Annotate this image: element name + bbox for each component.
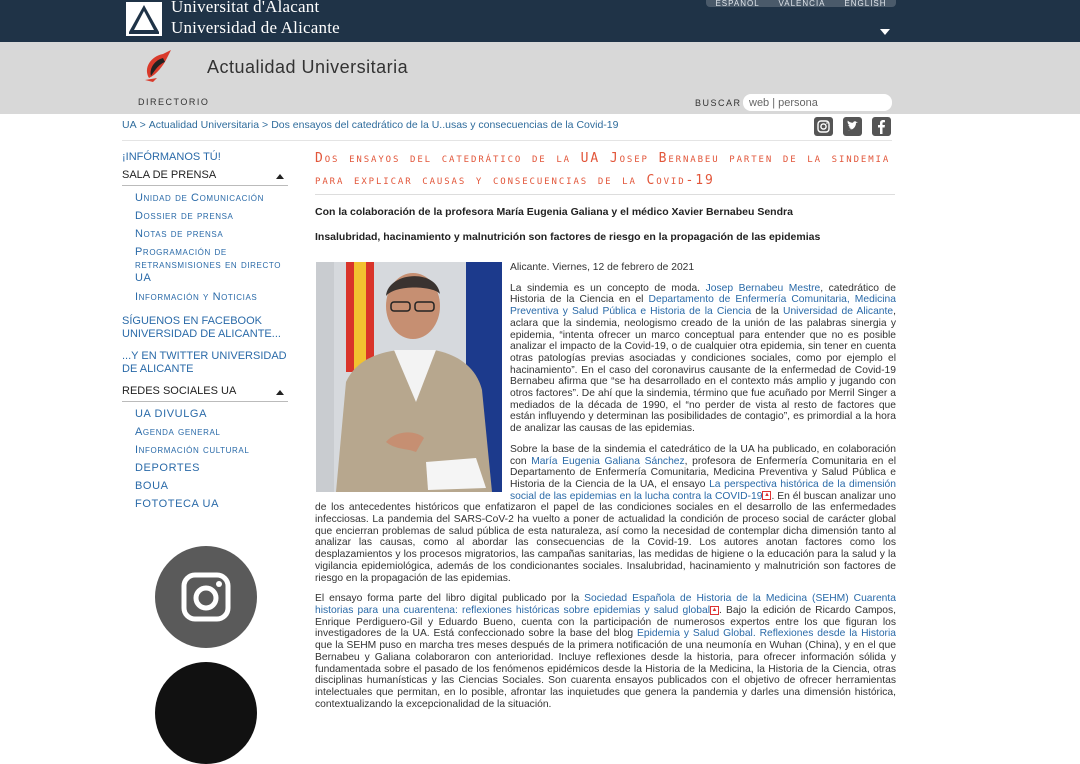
breadcrumb-actualidad[interactable]: Actualidad Universitaria [148, 119, 260, 131]
text-run: . Bajo la edición de Ricardo Campos, Enrique Perdiguero-Gil y Eduardo Bueno, cuenta con la participación de numerosos expertos entre los que figuran los investigadores de la UA. Está confeccionado sobre la base del blog [315, 604, 896, 640]
sidebar-facebook-link[interactable]: SÍGUENOS EN FACEBOOK UNIVERSIDAD DE ALICANTE... [122, 315, 281, 340]
sidebar-twitter-link[interactable]: ...Y EN TWITTER UNIVERSIDAD DE ALICANTE [122, 350, 287, 375]
pdf-icon[interactable]: ▲ [763, 492, 770, 499]
sidebar-item-informacion-cultural[interactable]: Información cultural [135, 444, 250, 456]
chevron-down-icon[interactable] [880, 29, 890, 35]
sidebar-item-unidad-comunicacion[interactable]: Unidad de Comunicación [135, 192, 264, 204]
sidebar-item-deportes[interactable]: DEPORTES [135, 462, 201, 474]
article-dateline: Alicante. Viernes, 12 de febrero de 2021 [510, 262, 695, 273]
breadcrumb-current: Dos ensayos del catedrático de la U..usas y consecuencias de la Covid-19 [271, 119, 619, 131]
article-header [315, 148, 895, 243]
text-run: Sobre la base de la sindemia el catedrático de la UA ha publicado, en colaboración con [510, 443, 896, 467]
link-universidad-alicante[interactable]: Universidad de Alicante [783, 306, 894, 318]
sidebar-item-boua[interactable]: BOUA [135, 480, 169, 492]
sidebar-item-notas-prensa[interactable]: Notas de prensa [135, 228, 224, 240]
text-run: de la [751, 306, 784, 318]
top-header-bar [0, 0, 1080, 42]
search-label: BUSCAR [695, 98, 742, 108]
sidebar-item-dossier-prensa[interactable]: Dossier de prensa [135, 210, 234, 222]
directorio-link[interactable]: DIRECTORIO [138, 97, 210, 107]
collapse-triangle-icon[interactable] [276, 390, 284, 395]
link-blog-epidemia[interactable]: Epidemia y Salud Global. Reflexiones desde la Historia [637, 628, 896, 640]
sidebar-item-agenda-general[interactable]: Agenda general [135, 426, 221, 438]
university-name-valencian[interactable]: Universitat d'Alacant [171, 0, 320, 16]
breadcrumb [122, 119, 618, 131]
sidebar-head-label: SALA DE PRENSA [122, 169, 217, 181]
language-selector [706, 0, 896, 7]
photo-spacer [315, 262, 510, 498]
collapse-triangle-icon[interactable] [276, 174, 284, 179]
actualidad-logo[interactable] [141, 48, 177, 84]
breadcrumb-ua[interactable]: UA [122, 119, 137, 131]
instagram-icon[interactable] [814, 117, 833, 136]
social-circle-icon[interactable] [155, 662, 257, 764]
sidebar-head-sala-prensa[interactable] [122, 166, 288, 186]
link-departamento[interactable]: Departamento de Enfermería Comunitaria, Medicina Preventiva y Salud Pública e Historia de la Ciencia [510, 294, 896, 318]
breadcrumb-divider [122, 140, 892, 141]
instagram-icon[interactable] [155, 546, 257, 648]
article-paragraph-3 [315, 593, 896, 710]
sidebar-informanos[interactable]: ¡INFÓRMANOS TÚ! [122, 151, 221, 163]
text-run: , profesora de Enfermería Comunitaria en el Departamento de Enfermería Comunitaria, Medicina Preventiva y Salud Pública e Historia de la Ciencia de la UA, el ensayo [510, 455, 896, 490]
sidebar-head-redes-sociales[interactable] [122, 382, 288, 402]
article-subtitle: Con la colaboración de la profesora María Eugenia Galiana y el médico Xavier Bernabeu Sendra [315, 206, 793, 218]
text-run: , catedrático de Historia de la Ciencia en el [510, 282, 896, 306]
ua-shield-logo[interactable] [126, 2, 162, 36]
university-name-spanish[interactable]: Universidad de Alicante [171, 18, 340, 37]
article-subtitle-2: Insalubridad, hacinamiento y malnutrición son factores de riesgo en la propagación de las epidemias [315, 231, 821, 243]
article-title: Dos ensayos del catedrático de la UA Josep Bernabeu parten de la sindemia para explicar causas y consecuencias de la Covid-19 [315, 148, 895, 195]
lang-va[interactable]: VALENCIÀ [778, 0, 826, 8]
breadcrumb-separator: > [262, 119, 269, 131]
breadcrumb-separator: > [139, 119, 146, 131]
pdf-icon[interactable]: ▲ [711, 606, 718, 613]
lang-es[interactable]: ESPAÑOL [715, 0, 760, 8]
text-run: La sindemia es un concepto de moda. [510, 282, 706, 294]
sidebar-item-fototeca[interactable]: FOTOTECA UA [135, 498, 220, 510]
sidebar-head-label: REDES SOCIALES UA [122, 385, 237, 397]
sidebar [122, 148, 288, 513]
section-title[interactable]: Actualidad Universitaria [207, 57, 409, 77]
sidebar-item-programacion[interactable]: Programación de retransmisiones en directo UA [135, 246, 282, 284]
twitter-icon[interactable] [843, 117, 862, 136]
article-body [315, 262, 896, 719]
search-input[interactable] [743, 94, 892, 111]
text-run: que la SEHM puso en marcha tres meses después de la primera notificación de una neumonía en Wuhan (China), y en el que Bernabeu y Galiana colaboraron con anterioridad. Incluye reflexiones desde la historia, para ofrecer información sólida y fundamentada sobre el pasado de los fenómenos epidémicos desde la Historia de la Medicina, la Historia de la Ciencia, otras disciplinas humanísticas y las Ciencias Sociales. Son cuarenta ensayos publicados con el objetivo de ofrecer herramientas intelectuales que permitan, en lo posible, afrontar las inquietudes que genera la pandemia y darles una dimensión histórica, contextualizando la excepcionalidad de la situación. [315, 640, 896, 710]
sidebar-item-informacion-noticias[interactable]: Información y Noticias [135, 291, 258, 303]
facebook-icon[interactable] [872, 117, 891, 136]
link-maria-eugenia-galiana[interactable]: María Eugenia Galiana Sánchez [531, 455, 685, 467]
text-run: . En él buscan analizar uno de los antecedentes históricos que enfatizaron el papel de las condiciones sociales en el desarrollo de las enfermedades infecciosas. La pandemia del SARS-CoV-2 ha vuelto a poner de actualidad la condición de proceso social de carácter global que encierran problemas de salud pública de esta naturaleza, así como la necesidad de contemplar dicha dimensión tanto al analizar las causas, como al abordar las consecuencias de la Covid-19. Los autores anotan factores como los desplazamientos y los procesos migratorios, las campañas sanitarias, las medidas de higiene o la educación para la salud y la vigilancia epidemiológica, además de los condicionantes sociales. Insalubridad, hacinamiento y malnutrición son factores de riesgo en la propagación de las epidemias. [315, 490, 896, 584]
link-sehm-libro[interactable]: Sociedad Española de Historia de la Medicina (SEHM) Cuarenta historias para una cuarentena: reflexiones históricas sobre epidemias y salud global [315, 593, 896, 616]
text-run: , aclara que la sindemia, neologismo creado de la unión de las palabras sinergia y epidemia, “intenta ofrecer un marco conceptual para entender que no es posible analizar el impacto de la Covid-19, o de cualquier otra epidemia, sin tener en cuenta otras patologías previas asociadas y condiciones sociales, como por ejemplo el hacinamiento”. En el caso del coronavirus causante de la enfermedad de Covid-19 Bernabeu afirma que “se ha desarrollado en el contexto más amplio y jugando con otros factores”. De ahí que la sindemia, término que fue acuñado por Merril Singer a mediados de la década de 1990, el “no perder de vista al resto de factores que están influyendo y determinan las posibilidades de contagio”, es primordial a la hora de analizar las causas de las epidemias. [510, 306, 896, 435]
lang-en[interactable]: ENGLISH [844, 0, 887, 8]
sidebar-item-ua-divulga[interactable]: UA DIVULGA [135, 408, 208, 420]
link-perspectiva-historica[interactable]: La perspectiva histórica de la dimensión social de las epidemias en la lucha contra la COVID-19 [510, 478, 896, 502]
text-run: El ensayo forma parte del libro digital publicado por la [315, 593, 585, 605]
link-josep-bernabeu[interactable]: Josep Bernabeu Mestre [705, 282, 821, 294]
